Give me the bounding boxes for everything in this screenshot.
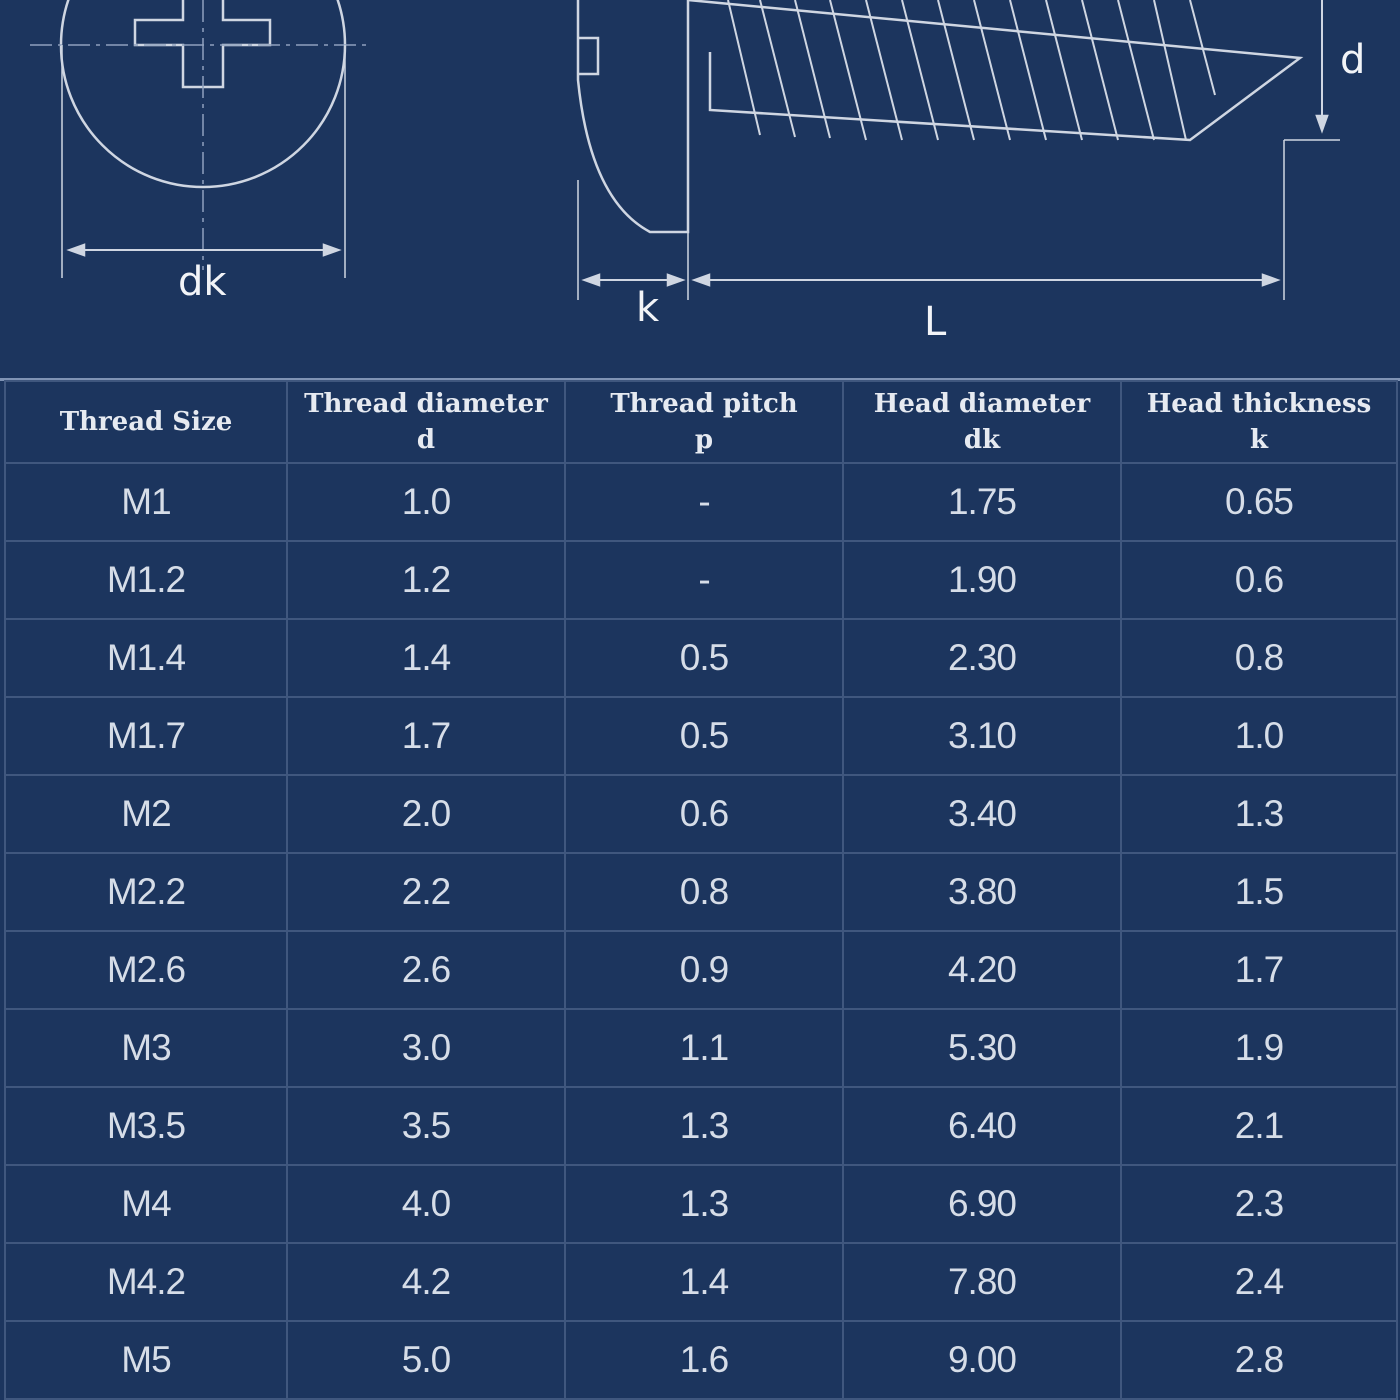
cell-thread-diameter: 3.5 [287,1087,565,1165]
cell-thread-diameter: 1.4 [287,619,565,697]
cell-thread-size: M1.2 [5,541,287,619]
screw-spec-table [4,380,1398,1400]
cell-thread-pitch: 0.9 [565,931,843,1009]
cell-head-diameter: 3.80 [843,853,1121,931]
L-label: L [924,299,947,345]
table-row [5,463,1397,541]
table-row [5,697,1397,775]
cell-head-thickness: 1.3 [1121,775,1397,853]
cell-thread-size: M3 [5,1009,287,1087]
table-row [5,1321,1397,1399]
table-row [5,619,1397,697]
table-row [5,541,1397,619]
cell-head-thickness: 2.3 [1121,1165,1397,1243]
header-thread-diameter: Thread diameter d [287,381,565,463]
cell-thread-size: M4 [5,1165,287,1243]
cell-thread-diameter: 1.2 [287,541,565,619]
cell-thread-size: M4.2 [5,1243,287,1321]
cell-head-thickness: 1.7 [1121,931,1397,1009]
cell-head-thickness: 2.4 [1121,1243,1397,1321]
header-thread-pitch: Thread pitch p [565,381,843,463]
table-row [5,1009,1397,1087]
cell-thread-pitch: - [565,541,843,619]
cell-head-diameter: 2.30 [843,619,1121,697]
cell-thread-pitch: 1.3 [565,1165,843,1243]
cell-thread-diameter: 2.0 [287,775,565,853]
cell-head-thickness: 2.1 [1121,1087,1397,1165]
table-row [5,931,1397,1009]
cell-head-diameter: 1.75 [843,463,1121,541]
table-row [5,775,1397,853]
cell-thread-size: M1.4 [5,619,287,697]
cell-head-thickness: 1.9 [1121,1009,1397,1087]
cell-head-diameter: 7.80 [843,1243,1121,1321]
cell-head-thickness: 2.8 [1121,1321,1397,1399]
cell-thread-diameter: 1.0 [287,463,565,541]
cell-head-thickness: 0.6 [1121,541,1397,619]
cell-thread-pitch: 0.5 [565,619,843,697]
cell-thread-diameter: 1.7 [287,697,565,775]
cell-head-thickness: 1.0 [1121,697,1397,775]
cell-thread-diameter: 2.2 [287,853,565,931]
cell-thread-pitch: 1.4 [565,1243,843,1321]
cell-head-diameter: 3.40 [843,775,1121,853]
cell-head-thickness: 1.5 [1121,853,1397,931]
cell-head-diameter: 5.30 [843,1009,1121,1087]
cell-thread-diameter: 2.6 [287,931,565,1009]
cell-thread-size: M5 [5,1321,287,1399]
table-row [5,1087,1397,1165]
table-row [5,1165,1397,1243]
cell-thread-size: M2.2 [5,853,287,931]
cell-thread-size: M2.6 [5,931,287,1009]
cell-thread-size: M1.7 [5,697,287,775]
cell-head-diameter: 1.90 [843,541,1121,619]
cell-head-diameter: 3.10 [843,697,1121,775]
cell-thread-pitch: 1.1 [565,1009,843,1087]
cell-thread-pitch: - [565,463,843,541]
d-label: d [1340,37,1366,83]
cell-thread-diameter: 3.0 [287,1009,565,1087]
cell-head-thickness: 0.8 [1121,619,1397,697]
cell-thread-pitch: 0.6 [565,775,843,853]
cell-thread-pitch: 0.5 [565,697,843,775]
cell-thread-diameter: 4.2 [287,1243,565,1321]
header-head-thickness: Head thickness k [1121,381,1397,463]
cell-head-diameter: 9.00 [843,1321,1121,1399]
screw-diagram [0,0,1400,380]
cell-thread-size: M2 [5,775,287,853]
screw-drawing [0,0,1400,380]
table-row [5,853,1397,931]
head-side-view [578,0,688,232]
table-row [5,1243,1397,1321]
cell-thread-diameter: 4.0 [287,1165,565,1243]
table-header-row [5,381,1397,463]
cell-head-thickness: 0.65 [1121,463,1397,541]
cell-thread-pitch: 0.8 [565,853,843,931]
k-label: k [636,285,660,331]
cell-head-diameter: 6.90 [843,1165,1121,1243]
cell-thread-pitch: 1.3 [565,1087,843,1165]
table-body [5,463,1397,1399]
header-head-diameter: Head diameter dk [843,381,1121,463]
cell-thread-pitch: 1.6 [565,1321,843,1399]
cell-head-diameter: 4.20 [843,931,1121,1009]
cell-thread-diameter: 5.0 [287,1321,565,1399]
cell-thread-size: M1 [5,463,287,541]
cell-thread-size: M3.5 [5,1087,287,1165]
cell-head-diameter: 6.40 [843,1087,1121,1165]
header-thread-size: Thread Size [5,381,287,463]
dk-label: dk [178,259,227,305]
